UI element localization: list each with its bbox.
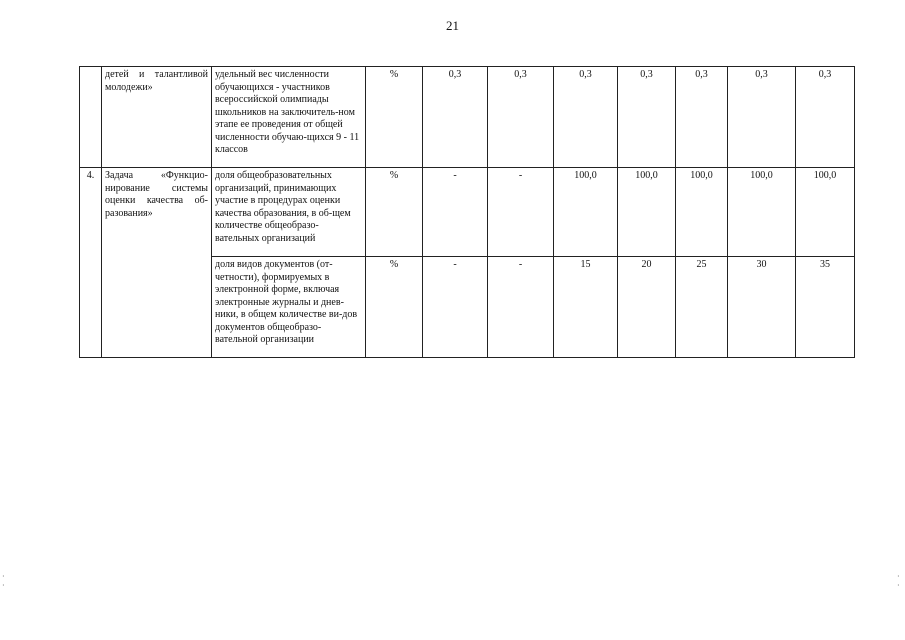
value-cell: 0,3 (488, 67, 554, 168)
row-number-cell (80, 67, 102, 168)
table-row (80, 168, 855, 257)
value-cell: - (423, 257, 488, 358)
unit-cell: % (366, 168, 423, 257)
indicator-cell: доля видов документов (от-четности), формируемых в электронной форме, включая электронные журналы и днев-ники, в общем количестве ви-дов документов общеобразо-вательной организации (212, 257, 366, 358)
value-cell: 0,3 (423, 67, 488, 168)
value-cell: 100,0 (796, 168, 855, 257)
value-cell: 35 (796, 257, 855, 358)
value-cell: - (423, 168, 488, 257)
value-cell: 25 (676, 257, 728, 358)
value-cell: - (488, 168, 554, 257)
value-cell: 30 (728, 257, 796, 358)
unit-cell: % (366, 67, 423, 168)
value-cell: 100,0 (728, 168, 796, 257)
value-cell: 20 (618, 257, 676, 358)
table-row (80, 67, 855, 168)
task-cell: детей и талантливой молодежи» (102, 67, 212, 168)
indicator-cell: доля общеобразовательных организаций, принимающих участие в процедурах оценки качества образования, в об-щем количестве общеобразо-вательных организаций (212, 168, 366, 257)
indicator-table (79, 66, 855, 358)
value-cell: 100,0 (554, 168, 618, 257)
page-number: 21 (446, 18, 459, 33)
value-cell: 15 (554, 257, 618, 358)
value-cell: 100,0 (676, 168, 728, 257)
value-cell: 0,3 (796, 67, 855, 168)
value-cell: - (488, 257, 554, 358)
scan-edge-mark-right: · · (897, 572, 900, 590)
row-number-cell: 4. (80, 168, 102, 358)
value-cell: 0,3 (618, 67, 676, 168)
value-cell: 0,3 (676, 67, 728, 168)
value-cell: 100,0 (618, 168, 676, 257)
unit-cell: % (366, 257, 423, 358)
value-cell: 0,3 (554, 67, 618, 168)
task-cell: Задача «Функцио-нирование системы оценки качества об-разования» (102, 168, 212, 358)
value-cell: 0,3 (728, 67, 796, 168)
scan-edge-mark-left: · · (2, 572, 5, 590)
indicator-cell: удельный вес численности обучающихся - участников всероссийской олимпиады школьников на заключитель-ном этапе ее проведения от общей численности обучаю-щихся 9 - 11 классов (212, 67, 366, 168)
